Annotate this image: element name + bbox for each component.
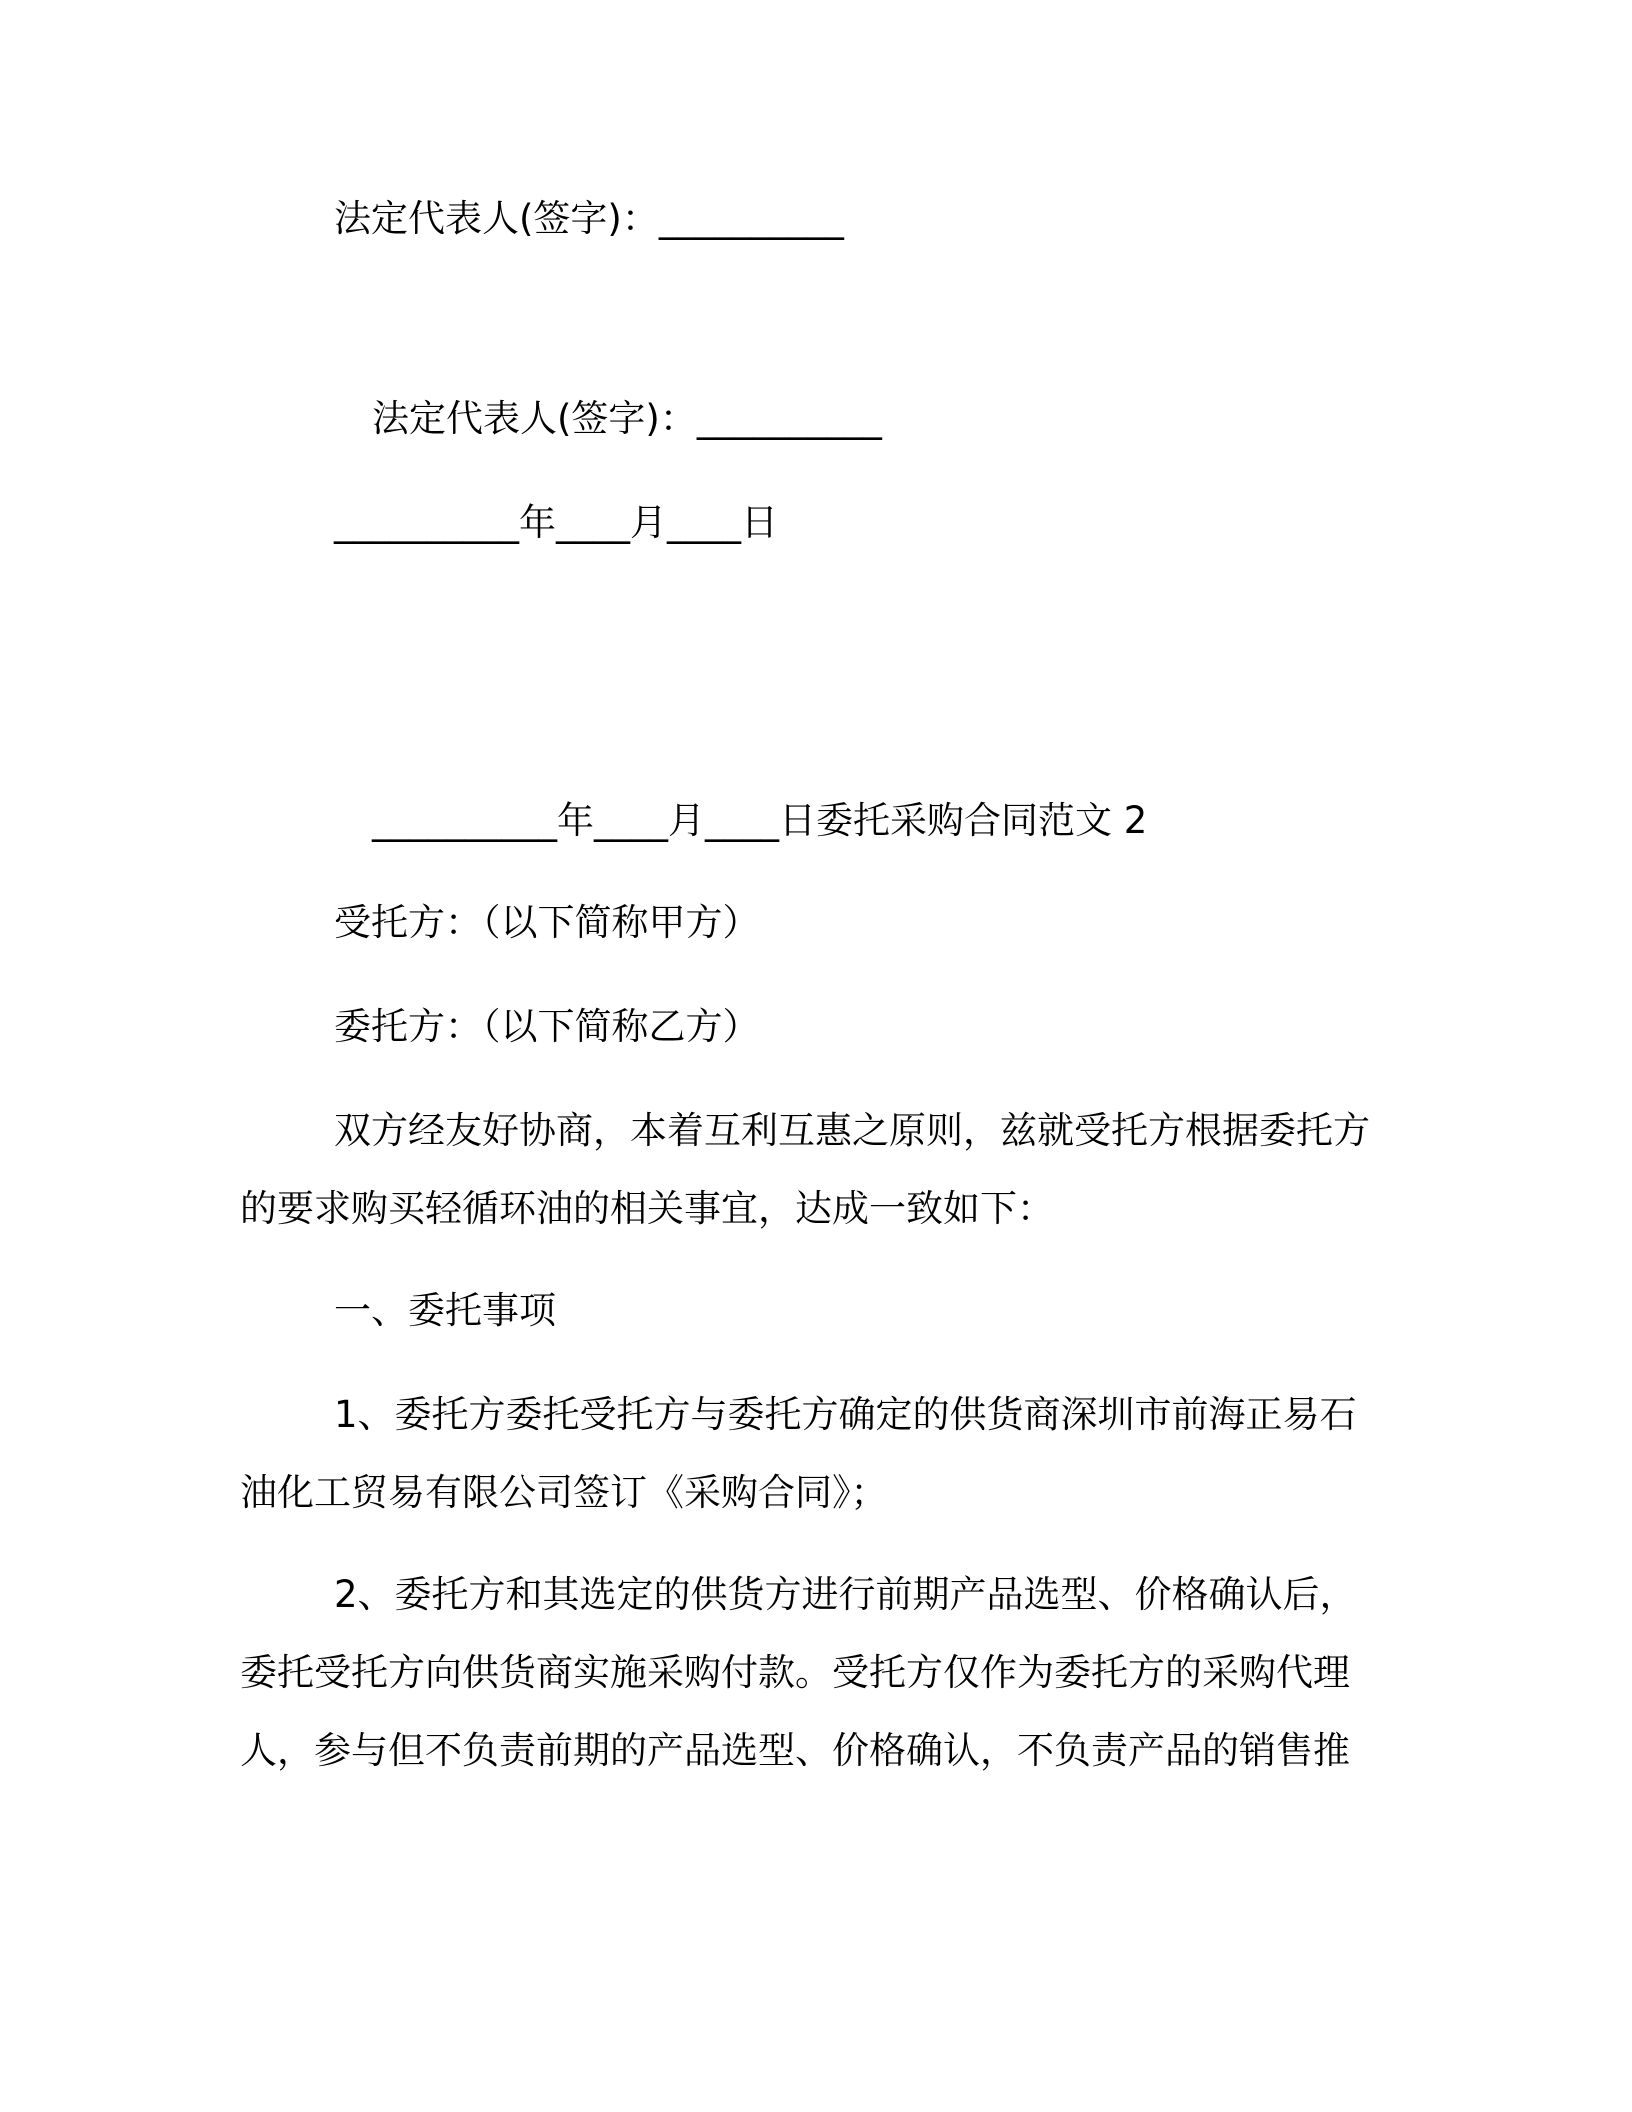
intro-paragraph-line-2: 的要求购买轻循环油的相关事宜，达成一致如下： [240,1187,1054,1230]
document-title: __________年____月____日委托采购合同范文 2 [372,799,1148,842]
item-1-line-2: 油化工贸易有限公司签订《采购合同》； [240,1471,888,1514]
item-2-line-2: 委托受托方向供货商实施采购付款。受托方仅作为委托方的采购代理 [240,1651,1350,1694]
intro-paragraph-line-1: 双方经友好协商，本着互利互惠之原则，兹就受托方根据委托方 [334,1109,1370,1152]
item-2-line-1: 2、委托方和其选定的供货方进行前期产品选型、价格确认后， [334,1573,1357,1616]
section-heading-1: 一、委托事项 [334,1289,556,1332]
item-2-line-3: 人，参与但不负责前期的产品选型、价格确认，不负责产品的销售推 [240,1729,1350,1772]
item-1-line-1: 1、委托方委托受托方与委托方确定的供货商深圳市前海正易石 [334,1393,1357,1436]
signature-line-2: 法定代表人(签字)：__________ [372,397,882,440]
signature-line-1: 法定代表人(签字)：__________ [334,197,844,240]
date-line: __________年____月____日 [334,501,778,544]
party-b-line: 委托方：（以下简称乙方） [334,1005,760,1048]
party-a-line: 受托方：（以下简称甲方） [334,901,760,944]
